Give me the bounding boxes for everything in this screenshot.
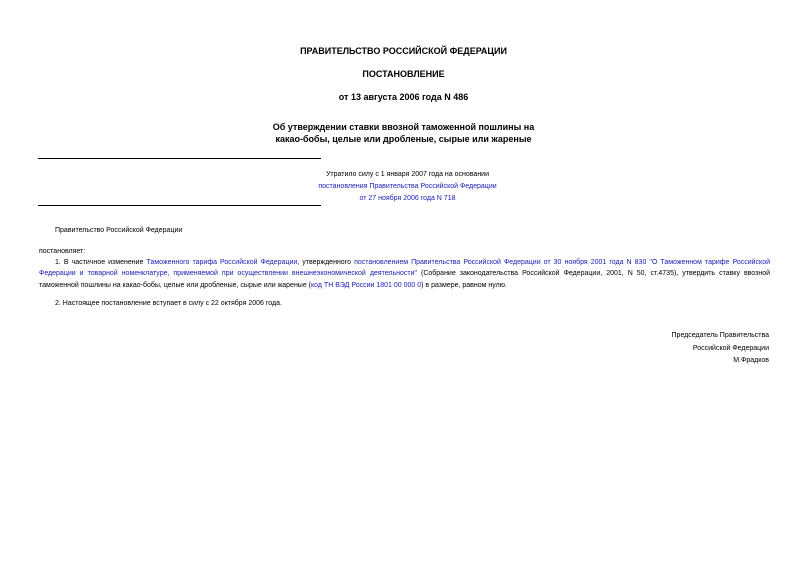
signature-name: М.Фрадков <box>733 357 769 364</box>
paragraph-1-text-4: ) в размере, равном нулю. <box>421 281 507 289</box>
resolution-830-link[interactable]: постановлением Правительства Российской Федерации от 30 ноября 2001 года N 830 "О Таможенном тарифе Российской Федерации и товарной номенклатуре, применяемой при осуществлении внешнеэкономической деятельности" <box>39 259 771 278</box>
repeal-note-link-2[interactable]: от 27 ноября 2006 года N 718 <box>359 195 456 202</box>
customs-tariff-link[interactable]: Таможенного тарифа Российской Федерации <box>146 259 298 266</box>
repeal-note <box>300 169 515 205</box>
signature-country: Российской Федерации <box>692 344 769 352</box>
date-number-heading: от 13 августа 2006 года N 486 <box>338 92 469 102</box>
paragraph-1 <box>39 257 770 291</box>
repeal-note-text: Утратило силу с 1 января 2007 года на основании <box>325 171 490 178</box>
paragraph-2: 2. Настоящее постановление вступает в силу с 22 октября 2006 года. <box>55 300 282 307</box>
document-title <box>0 121 807 145</box>
top-divider <box>38 158 321 159</box>
decides-text: постановляет: <box>39 248 86 255</box>
document-type-heading: ПОСТАНОВЛЕНИЕ <box>362 69 445 79</box>
repeal-note-link-1[interactable]: постановления Правительства Российской Федерации <box>318 183 497 190</box>
bottom-divider <box>38 205 321 206</box>
tn-ved-code-link[interactable]: код ТН ВЭД России 1801 00 000 0 <box>311 281 422 289</box>
government-heading: ПРАВИТЕЛЬСТВО РОССИЙСКОЙ ФЕДЕРАЦИИ <box>300 46 507 56</box>
paragraph-1-text-2: , утвержденного <box>297 259 355 266</box>
signature-block <box>672 330 769 368</box>
intro-text: Правительство Российской Федерации <box>55 227 183 234</box>
paragraph-1-text-3: (Собрание законодательства Российской Федерации, 2001, N 50, ст.4735), утвердить ставку ввозной таможенной пошлины на какао-бобы, целые или дробленые, сырые или жареные ( <box>39 270 771 289</box>
title-line-2: какао-бобы, целые или дробленые, сырые или жареные <box>275 134 532 144</box>
signature-position: Председатель Правительства <box>671 332 769 339</box>
paragraph-1-text-1: 1. В частичное изменение <box>55 259 147 266</box>
title-line-1: Об утверждении ставки ввозной таможенной пошлины на <box>272 122 535 132</box>
